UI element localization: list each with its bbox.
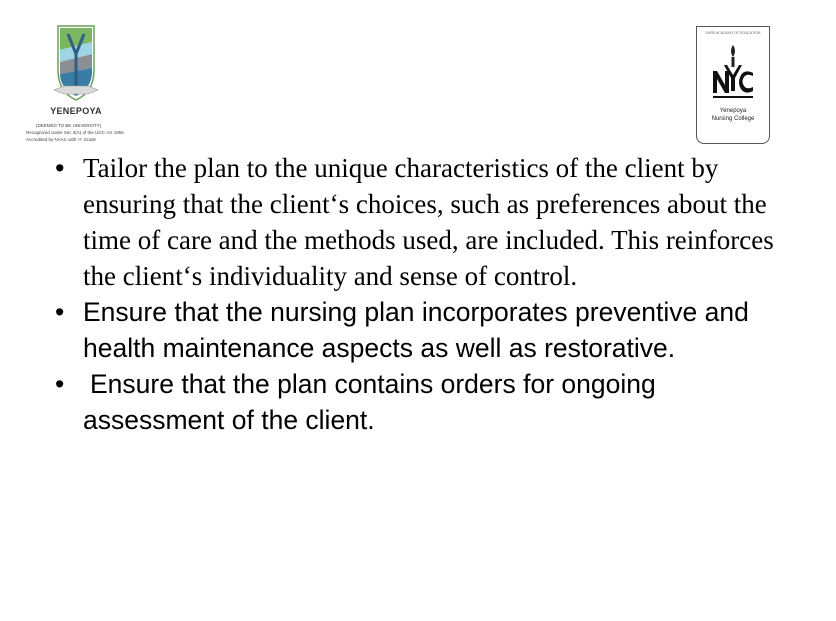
logo-right-college-line1: Yenepoya (719, 108, 747, 114)
lamp-crest-icon (709, 41, 757, 101)
shield-icon (54, 24, 98, 102)
bullet-item (55, 294, 795, 366)
bullet-text: Ensure that the nursing plan incorporates preventive and health maintenance aspects as well as restorative. (83, 297, 749, 363)
logo-left-line3: Accredited by NAAC with 'A' Grade (26, 137, 96, 142)
logo-right-top-text: SURE ACADEMY OF EDUCATION (705, 31, 761, 35)
bullet-text: Tailor the plan to the unique characteristics of the client by ensuring that the client‘s choices, such as preferences about the time of care and the methods used, are included. This reinforces the client‘s individuality and sense of control. (83, 153, 774, 291)
bullet-marker: • (55, 297, 65, 327)
bullet-text: Ensure that the plan contains orders for ongoing assessment of the client. (83, 369, 656, 435)
logo-left-name: YENEPOYA (50, 106, 102, 116)
logo-right-college-line2: Nursing College (711, 116, 755, 122)
bullet-item (55, 150, 795, 294)
bullet-item (55, 366, 795, 438)
logo-left-line1: (DEEMED TO BE UNIVERSITY) (36, 123, 102, 128)
nursing-college-logo (696, 26, 770, 144)
yenepoya-university-logo (26, 24, 144, 148)
bullet-marker: • (55, 153, 65, 183)
logo-right-college-name (697, 107, 769, 123)
logo-left-line2: Recognized under Sec 3(A) of the UGC Act 1956 (26, 130, 124, 135)
bullet-marker: • (55, 369, 65, 399)
bullet-list (55, 150, 795, 438)
